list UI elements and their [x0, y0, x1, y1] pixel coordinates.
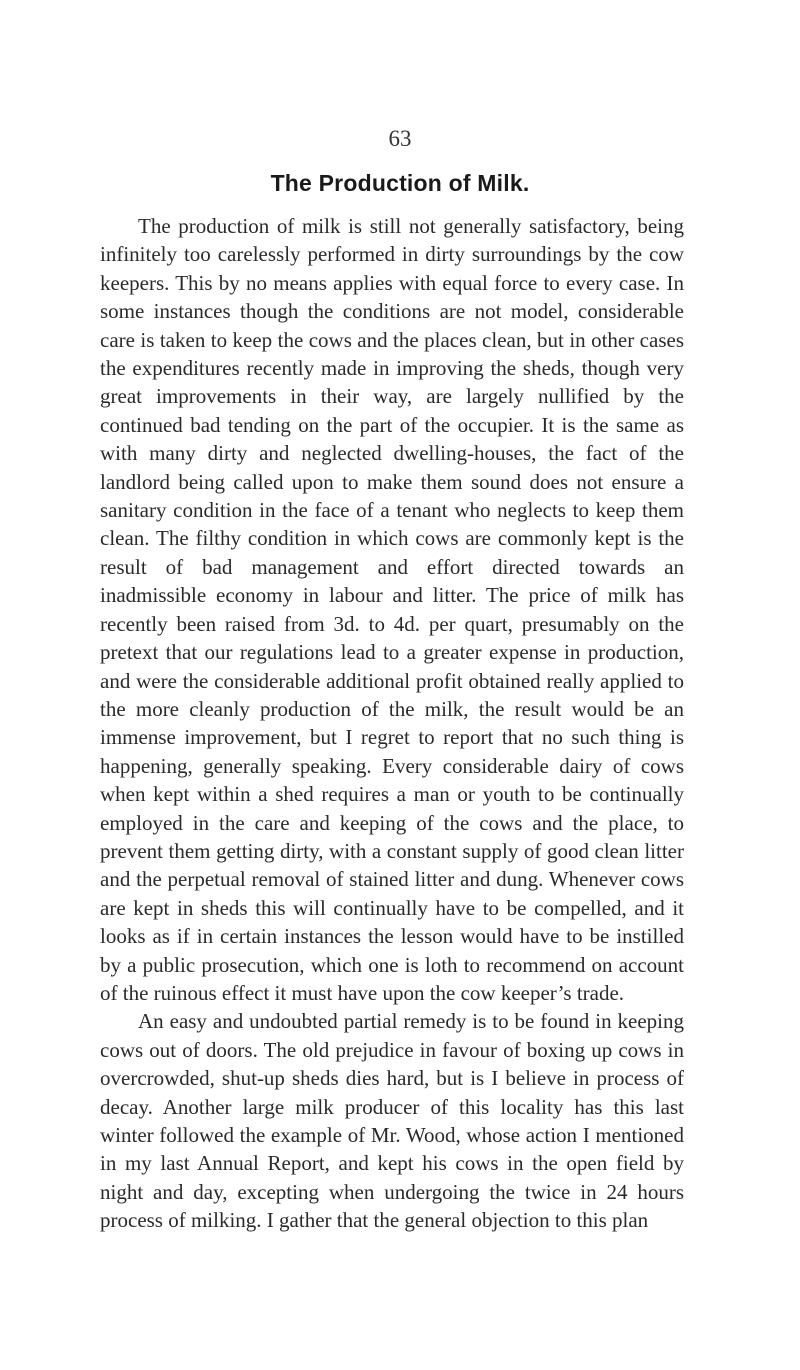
- page-number: 63: [388, 126, 412, 151]
- paragraph-2: An easy and undoubted partial remedy is to be found in keeping cows out of doors. The old prejudice in favour of boxing up cows in overcrowded, shut-up sheds dies hard, but is I believe in process of decay. Another large milk producer of this locality has this last winter followed the example of Mr. Wood, whose action I mentioned in my last Annual Report, and kept his cows in the open field by night and day, excepting when undergoing the twice in 24 hours process of milking. I gather that the general objection to this plan: [100, 1009, 684, 1233]
- paragraph-1: The production of milk is still not generally satisfactory, being infinitely too carelessly performed in dirty surroundings by the cow keepers. This by no means applies with equal force to every case. In some instances though the conditions are not model, considerable care is taken to keep the cows and the places clean, but in other cases the expenditures recently made in improving the sheds, though very great improvements in their way, are largely nullified by the continued bad tending on the part of the occupier. It is the same as with many dirty and neglected dwelling-houses, the fact of the landlord being called upon to make them sound does not ensure a sanitary condition in the face of a tenant who neglects to keep them clean. The filthy condition in which cows are commonly kept is the result of bad management and effort directed towards an inadmissible economy in labour and litter. The price of milk has recently been raised from 3d. to 4d. per quart, presumably on the pretext that our regulations lead to a greater expense in production, and were the considerable additional profit obtained really applied to the more cleanly production of the milk, the result would be an immense improvement, but I regret to report that no such thing is happening, generally speaking. Every considerable dairy of cows when kept within a shed requires a man or youth to be continually employed in the care and keeping of the cows and the place, to prevent them getting dirty, with a constant supply of good clean litter and the perpetual removal of stained litter and dung. Whenever cows are kept in sheds this will continually have to be compelled, and it looks as if in certain instances the lesson would have to be instilled by a public prosecution, which one is loth to recommend on account of the ruinous effect it must have upon the cow keeper’s trade.: [100, 214, 684, 1005]
- body-text: [100, 212, 684, 1235]
- section-heading: The Production of Milk.: [270, 170, 530, 196]
